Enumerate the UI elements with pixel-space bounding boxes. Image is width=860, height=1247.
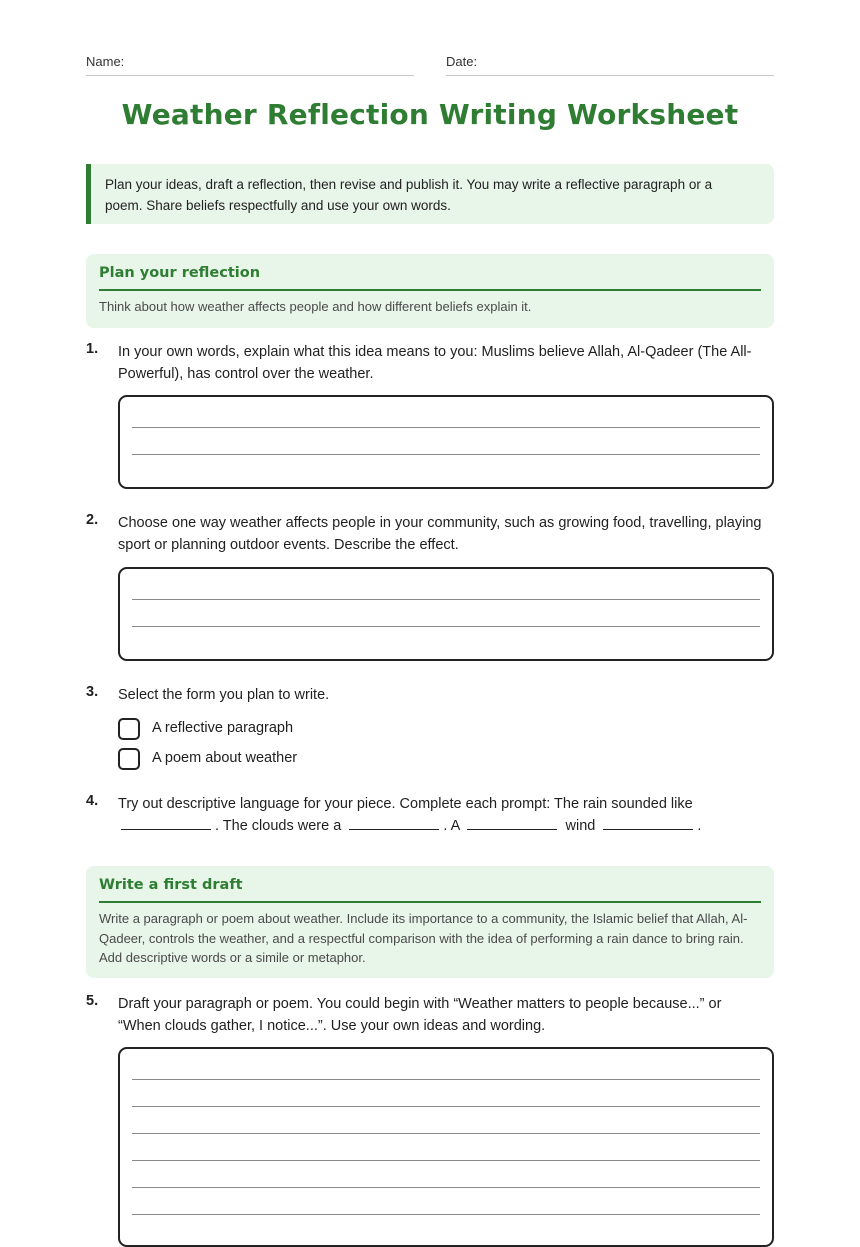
blank-input[interactable] bbox=[121, 829, 211, 830]
intro-box bbox=[86, 164, 774, 224]
date-field[interactable] bbox=[446, 54, 774, 76]
answer-box[interactable] bbox=[118, 567, 774, 661]
worksheet-title: Weather Reflection Writing Worksheet bbox=[121, 98, 739, 131]
blank-input[interactable] bbox=[467, 829, 557, 830]
section-plan bbox=[86, 254, 774, 328]
checkbox[interactable] bbox=[118, 748, 140, 770]
prompt-text: . The clouds were a bbox=[215, 818, 342, 834]
option-label: A poem about weather bbox=[152, 750, 298, 766]
name-field[interactable] bbox=[86, 54, 414, 76]
answer-line bbox=[132, 1079, 760, 1080]
answer-line bbox=[132, 1214, 760, 1215]
answer-box[interactable] bbox=[118, 1047, 774, 1247]
question-number: 1. bbox=[86, 341, 99, 357]
question-number: 3. bbox=[86, 684, 99, 700]
name-label: Name: bbox=[86, 54, 125, 69]
question-number: 2. bbox=[86, 512, 99, 528]
answer-line bbox=[132, 1133, 760, 1134]
intro-text: Plan your ideas, draft a reflection, then revise and publish it. You may write a reflective paragraph or a poem. Share beliefs respectfully and use your own words. bbox=[105, 177, 713, 213]
answer-box[interactable] bbox=[118, 395, 774, 489]
blank-input[interactable] bbox=[603, 829, 693, 830]
question-text: Draft your paragraph or poem. You could begin with “Weather matters to people because...” or “When clouds gather, I notice...”. Use your own ideas and wording. bbox=[118, 996, 722, 1034]
answer-line bbox=[132, 599, 760, 600]
section-title: Plan your reflection bbox=[99, 264, 761, 291]
answer-line bbox=[132, 1187, 760, 1188]
answer-line bbox=[132, 626, 760, 627]
answer-line bbox=[132, 1106, 760, 1107]
answer-line bbox=[132, 454, 760, 455]
question-number: 4. bbox=[86, 793, 99, 809]
prompt-text: Try out descriptive language for your piece. Complete each prompt: The rain sounded like bbox=[118, 796, 693, 812]
section-title: Write a first draft bbox=[99, 876, 761, 903]
blank-input[interactable] bbox=[349, 829, 439, 830]
answer-line bbox=[132, 427, 760, 428]
date-label: Date: bbox=[446, 54, 478, 69]
option-label: A reflective paragraph bbox=[152, 720, 294, 736]
question-text: Select the form you plan to write. bbox=[118, 687, 330, 703]
question-text: Choose one way weather affects people in your community, such as growing food, travelling, playing sport or planning outdoor events. Describe the effect. bbox=[118, 515, 762, 553]
prompt-text: . A bbox=[443, 818, 460, 834]
question-text: In your own words, explain what this idea means to you: Muslims believe Allah, Al-Qadeer (The All-Powerful), has control over the weather. bbox=[118, 344, 752, 382]
answer-line bbox=[132, 1160, 760, 1161]
checkbox[interactable] bbox=[118, 718, 140, 740]
prompt-text: wind bbox=[565, 818, 596, 834]
prompt-text: . bbox=[697, 818, 702, 834]
header-fields bbox=[86, 54, 774, 76]
question-text bbox=[118, 793, 768, 837]
section-draft bbox=[86, 866, 774, 978]
section-description: Think about how weather affects people and how different beliefs explain it. bbox=[99, 299, 532, 314]
question-number: 5. bbox=[86, 993, 99, 1009]
section-description: Write a paragraph or poem about weather. Include its importance to a community, the Islamic belief that Allah, Al-Qadeer, controls the weather, and a respectful comparison with the idea of performing a rain dance to bring rain. Add descriptive words or a simile or metaphor. bbox=[99, 911, 748, 965]
